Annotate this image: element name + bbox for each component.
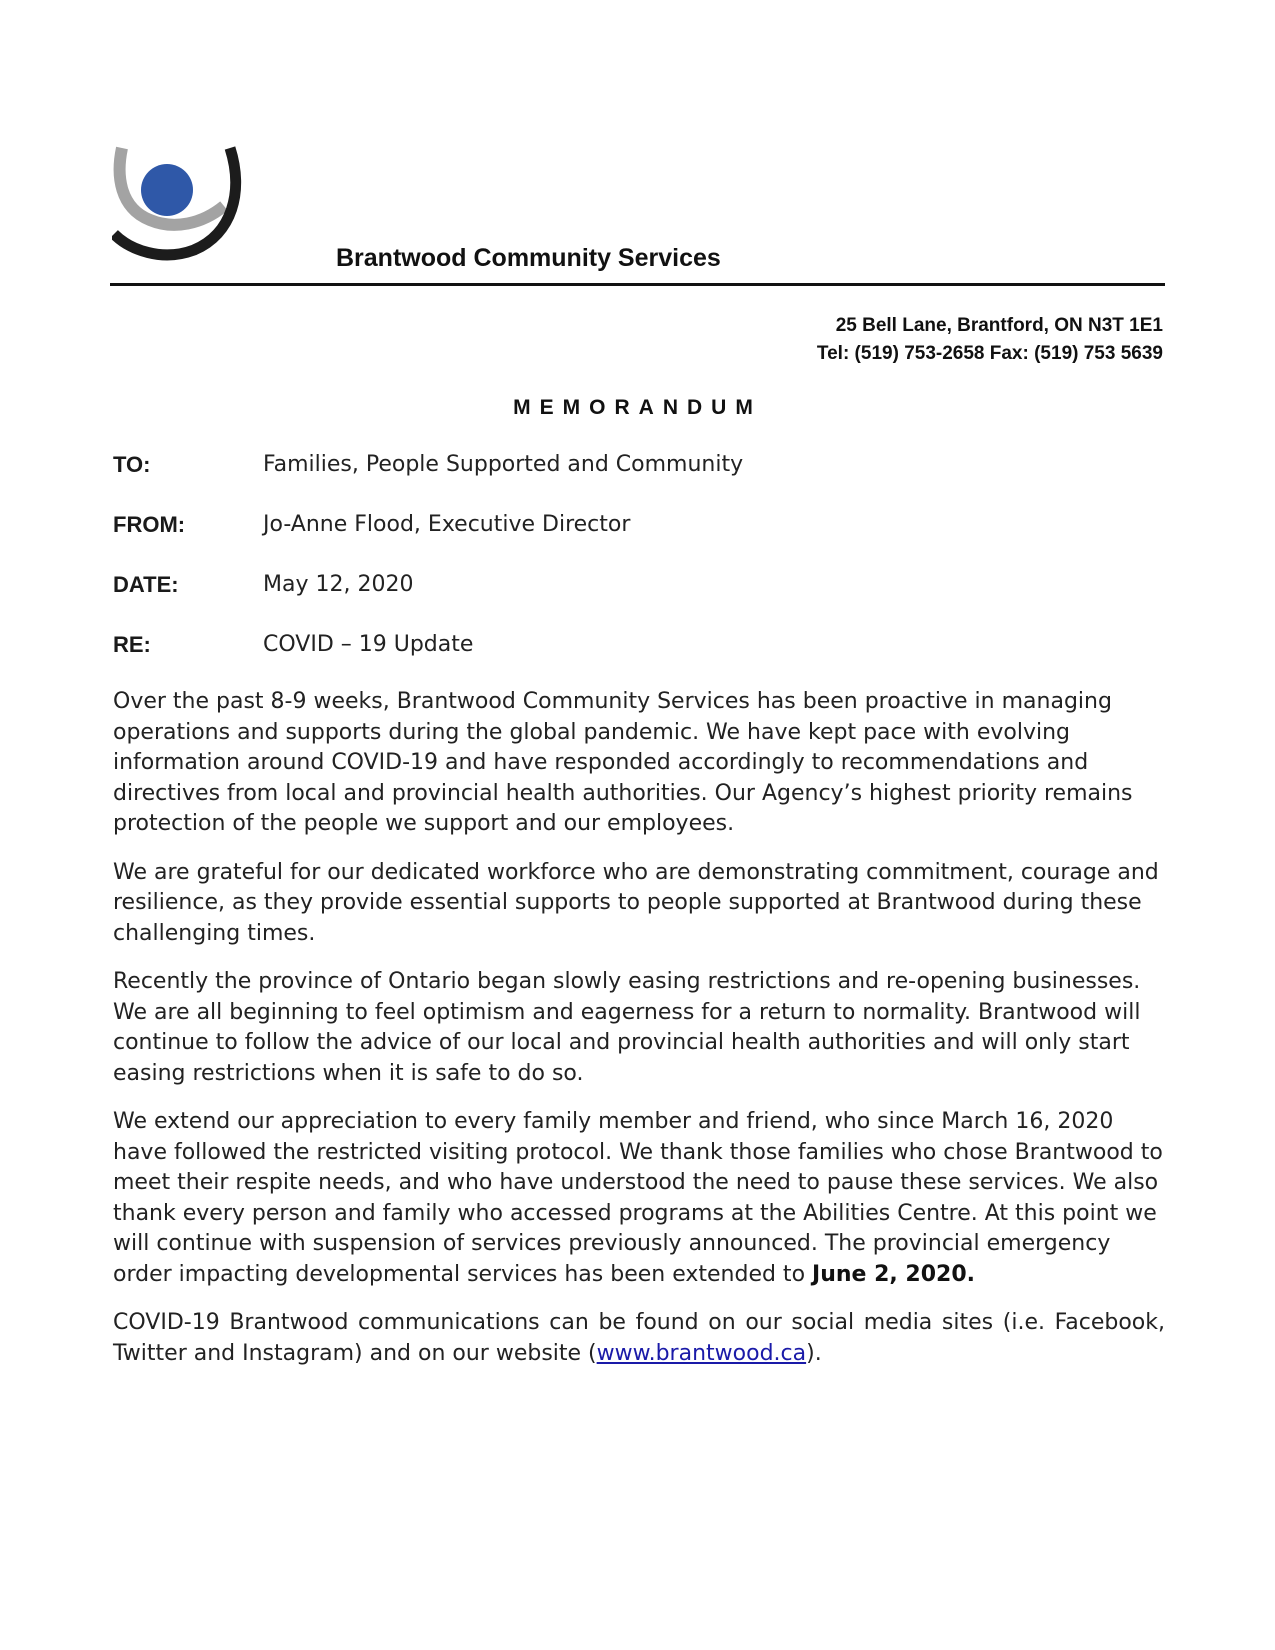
to-value: Families, People Supported and Community <box>263 452 744 477</box>
brantwood-logo <box>112 146 252 268</box>
paragraph-4 <box>113 1107 1165 1290</box>
re-value: COVID – 19 Update <box>263 632 474 657</box>
re-label: RE: <box>113 632 151 657</box>
address-line: 25 Bell Lane, Brantford, ON N3T 1E1 <box>835 315 1163 336</box>
paragraph-4-text: We extend our appreciation to every family member and friend, who since March 16, 2020 have followed the restricted visiting protocol. We thank those families who chose Brantwood to meet their respite needs, and who have understood the need to pause these services. We also thank every person and family who accessed programs at the Abilities Centre. At this point we will continue with suspension of services previously announced. The provincial emergency order impacting developmental services has been extended to <box>113 1109 1163 1287</box>
website-link[interactable]: www.brantwood.ca <box>596 1340 807 1366</box>
paragraph-5 <box>113 1308 1165 1369</box>
memo-body <box>113 687 1165 1387</box>
paragraph-5-text: COVID-19 Brantwood communications can be found on our social media sites (i.e. Facebook, Twitter and Instagram) and on our website ( <box>113 1310 1165 1366</box>
memo-title: MEMORANDUM <box>513 396 762 419</box>
paragraph-1: Over the past 8-9 weeks, Brantwood Community Services has been proactive in managing operations and supports during the global pandemic. We have kept pace with evolving information around COVID-19 and have responded accordingly to recommendations and directives from local and provincial health authorities. Our Agency’s highest priority remains protection of the people we support and our employees. <box>113 689 1133 836</box>
date-label: DATE: <box>113 572 179 597</box>
organization-name: Brantwood Community Services <box>336 244 721 272</box>
paragraph-2: We are grateful for our dedicated workforce who are demonstrating commitment, courage and resilience, as they provide essential supports to people supported at Brantwood during these challenging times. <box>113 859 1159 946</box>
header-divider <box>110 283 1165 286</box>
address-block <box>817 312 1163 368</box>
date-value: May 12, 2020 <box>263 572 414 597</box>
paragraph-3: Recently the province of Ontario began slowly easing restrictions and re-opening businesses. We are all beginning to feel optimism and eagerness for a return to normality. Brantwood will continue to follow the advice of our local and provincial health authorities and will only start easing restrictions when it is safe to do so. <box>113 969 1141 1086</box>
logo-blue-circle <box>141 164 193 216</box>
contact-line: Tel: (519) 753-2658 Fax: (519) 753 5639 <box>816 343 1163 364</box>
to-label: TO: <box>113 452 151 477</box>
paragraph-5-end: ). <box>806 1340 822 1366</box>
extension-date: June 2, 2020. <box>812 1261 976 1287</box>
from-value: Jo-Anne Flood, Executive Director <box>263 512 631 537</box>
from-label: FROM: <box>113 512 186 537</box>
